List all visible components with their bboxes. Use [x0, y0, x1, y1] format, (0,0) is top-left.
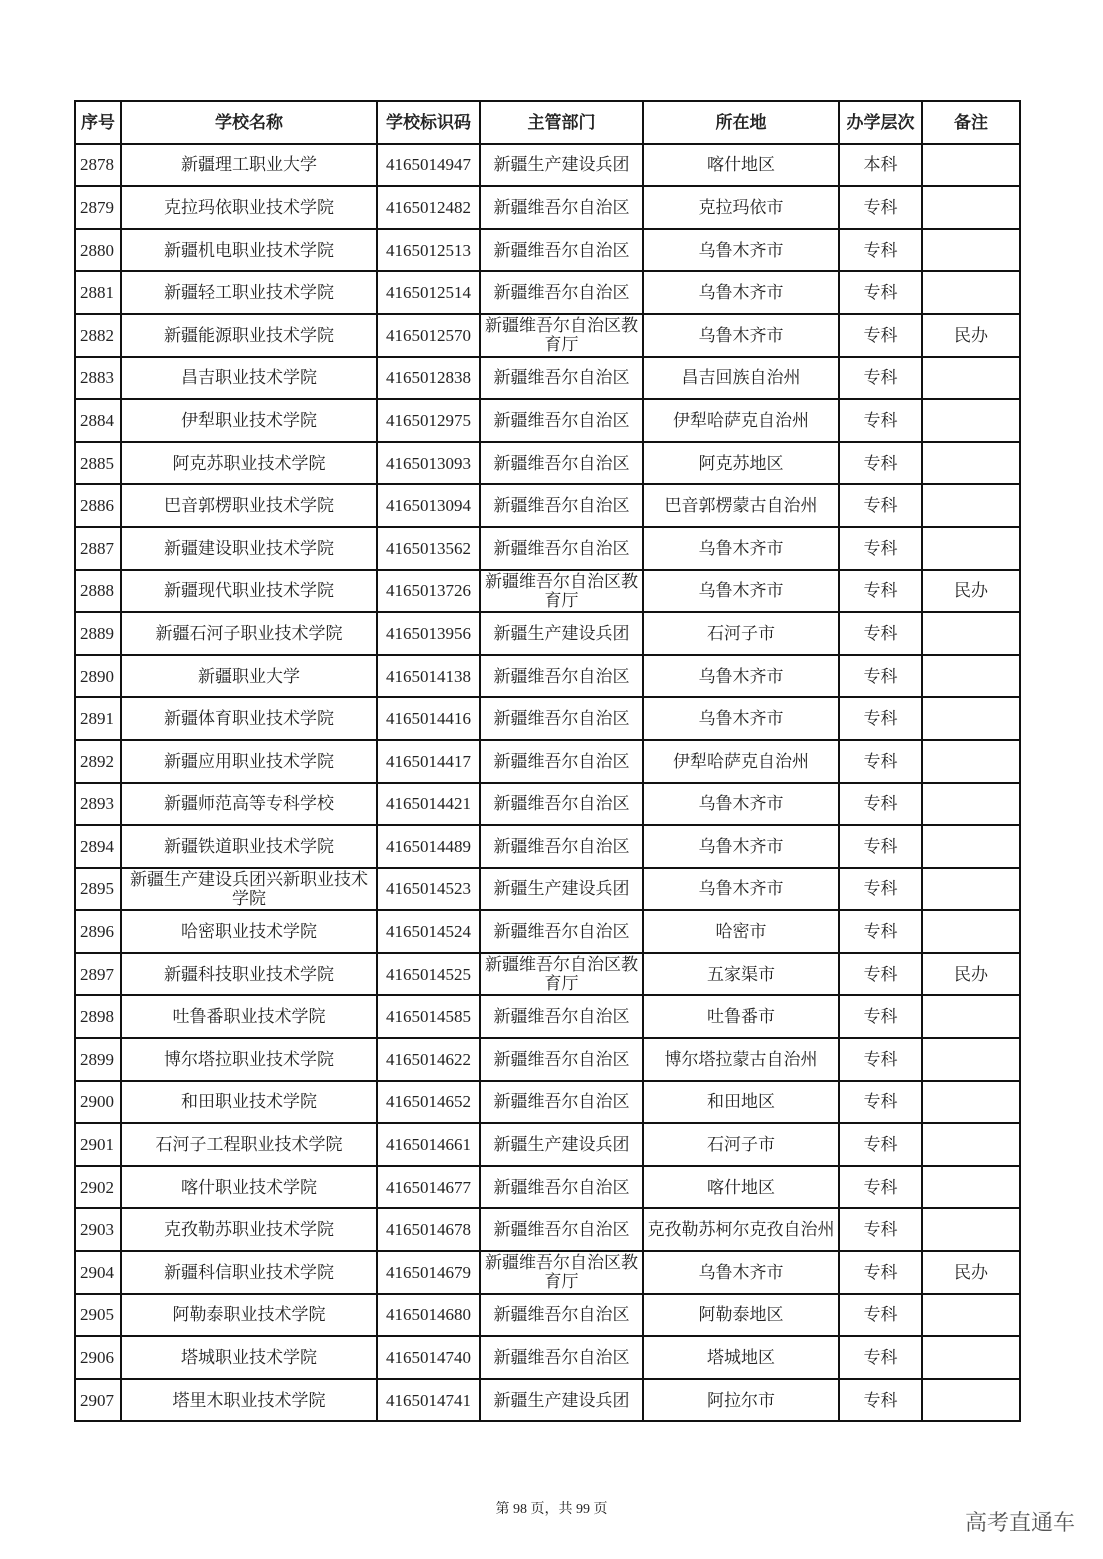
- cell-location: 博尔塔拉蒙古自治州: [643, 1038, 839, 1081]
- table-row: [75, 1038, 1020, 1081]
- cell-school-code: 4165013956: [377, 612, 480, 655]
- cell-index: 2882: [75, 314, 121, 357]
- cell-location: 乌鲁木齐市: [643, 314, 839, 357]
- cell-location: 喀什地区: [643, 1166, 839, 1209]
- cell-note: [922, 527, 1020, 570]
- cell-level: 专科: [839, 825, 922, 868]
- table-header: [75, 101, 1020, 144]
- cell-department: 新疆维吾尔自治区教育厅: [480, 570, 643, 613]
- cell-school-code: 4165014680: [377, 1294, 480, 1337]
- cell-level: 专科: [839, 612, 922, 655]
- table-row: [75, 527, 1020, 570]
- page-footer: 第 98 页，共 99 页: [495, 1502, 608, 1517]
- cell-school-code: 4165012570: [377, 314, 480, 357]
- cell-note: [922, 1294, 1020, 1337]
- cell-note: [922, 697, 1020, 740]
- cell-index: 2902: [75, 1166, 121, 1209]
- cell-school-code: 4165014421: [377, 783, 480, 826]
- cell-level: 专科: [839, 229, 922, 272]
- cell-department: 新疆维吾尔自治区: [480, 1038, 643, 1081]
- cell-location: 五家渠市: [643, 953, 839, 996]
- cell-index: 2883: [75, 357, 121, 400]
- cell-level: 专科: [839, 186, 922, 229]
- table-row: [75, 783, 1020, 826]
- cell-school-code: 4165014489: [377, 825, 480, 868]
- cell-index: 2901: [75, 1123, 121, 1166]
- cell-school-code: 4165013093: [377, 442, 480, 485]
- cell-school-name: 阿勒泰职业技术学院: [121, 1294, 377, 1337]
- cell-level: 专科: [839, 995, 922, 1038]
- cell-location: 昌吉回族自治州: [643, 357, 839, 400]
- cell-department: 新疆维吾尔自治区: [480, 186, 643, 229]
- cell-index: 2884: [75, 399, 121, 442]
- cell-index: 2879: [75, 186, 121, 229]
- cell-index: 2891: [75, 697, 121, 740]
- cell-school-name: 新疆科技职业技术学院: [121, 953, 377, 996]
- table-row: [75, 570, 1020, 613]
- table-row: [75, 399, 1020, 442]
- cell-department: 新疆维吾尔自治区: [480, 1294, 643, 1337]
- cell-location: 哈密市: [643, 910, 839, 953]
- cell-department: 新疆维吾尔自治区: [480, 484, 643, 527]
- cell-note: [922, 825, 1020, 868]
- cell-index: 2885: [75, 442, 121, 485]
- cell-level: 专科: [839, 442, 922, 485]
- cell-location: 克拉玛依市: [643, 186, 839, 229]
- cell-school-name: 石河子工程职业技术学院: [121, 1123, 377, 1166]
- table-row: [75, 1379, 1020, 1422]
- cell-index: 2907: [75, 1379, 121, 1422]
- cell-school-name: 新疆师范高等专科学校: [121, 783, 377, 826]
- cell-school-name: 吐鲁番职业技术学院: [121, 995, 377, 1038]
- cell-level: 专科: [839, 271, 922, 314]
- cell-location: 乌鲁木齐市: [643, 655, 839, 698]
- header-note: 备注: [922, 101, 1020, 144]
- cell-index: 2900: [75, 1081, 121, 1124]
- cell-department: 新疆维吾尔自治区: [480, 1081, 643, 1124]
- header-location: 所在地: [643, 101, 839, 144]
- cell-level: 专科: [839, 953, 922, 996]
- cell-location: 塔城地区: [643, 1336, 839, 1379]
- cell-school-name: 克孜勒苏职业技术学院: [121, 1208, 377, 1251]
- cell-location: 乌鲁木齐市: [643, 229, 839, 272]
- cell-location: 乌鲁木齐市: [643, 570, 839, 613]
- cell-department: 新疆维吾尔自治区教育厅: [480, 953, 643, 996]
- cell-note: [922, 1038, 1020, 1081]
- school-table: [74, 100, 1021, 1422]
- cell-level: 专科: [839, 1038, 922, 1081]
- cell-school-code: 4165014740: [377, 1336, 480, 1379]
- header-index: 序号: [75, 101, 121, 144]
- cell-school-code: 4165014525: [377, 953, 480, 996]
- cell-note: [922, 1208, 1020, 1251]
- table-row: [75, 995, 1020, 1038]
- cell-location: 乌鲁木齐市: [643, 825, 839, 868]
- cell-school-code: 4165014741: [377, 1379, 480, 1422]
- table-row: [75, 825, 1020, 868]
- cell-note: [922, 740, 1020, 783]
- cell-school-name: 和田职业技术学院: [121, 1081, 377, 1124]
- cell-level: 专科: [839, 655, 922, 698]
- cell-note: [922, 229, 1020, 272]
- cell-school-name: 伊犁职业技术学院: [121, 399, 377, 442]
- cell-level: 专科: [839, 1123, 922, 1166]
- cell-level: 专科: [839, 1166, 922, 1209]
- cell-index: 2893: [75, 783, 121, 826]
- cell-location: 乌鲁木齐市: [643, 697, 839, 740]
- table-row: [75, 1251, 1020, 1294]
- cell-index: 2906: [75, 1336, 121, 1379]
- cell-level: 专科: [839, 527, 922, 570]
- cell-department: 新疆生产建设兵团: [480, 1379, 643, 1422]
- cell-level: 专科: [839, 399, 922, 442]
- cell-school-code: 4165014524: [377, 910, 480, 953]
- cell-note: 民办: [922, 314, 1020, 357]
- cell-department: 新疆维吾尔自治区: [480, 399, 643, 442]
- cell-school-name: 新疆能源职业技术学院: [121, 314, 377, 357]
- cell-index: 2903: [75, 1208, 121, 1251]
- cell-department: 新疆维吾尔自治区: [480, 442, 643, 485]
- cell-school-code: 4165014138: [377, 655, 480, 698]
- cell-index: 2892: [75, 740, 121, 783]
- cell-school-name: 巴音郭楞职业技术学院: [121, 484, 377, 527]
- cell-index: 2881: [75, 271, 121, 314]
- cell-school-name: 新疆职业大学: [121, 655, 377, 698]
- cell-index: 2880: [75, 229, 121, 272]
- cell-school-code: 4165014585: [377, 995, 480, 1038]
- table-row: [75, 271, 1020, 314]
- cell-note: [922, 484, 1020, 527]
- cell-level: 专科: [839, 1081, 922, 1124]
- cell-school-code: 4165012482: [377, 186, 480, 229]
- cell-location: 石河子市: [643, 1123, 839, 1166]
- cell-location: 巴音郭楞蒙古自治州: [643, 484, 839, 527]
- cell-location: 乌鲁木齐市: [643, 1251, 839, 1294]
- cell-index: 2886: [75, 484, 121, 527]
- cell-index: 2895: [75, 868, 121, 911]
- cell-school-code: 4165012838: [377, 357, 480, 400]
- cell-location: 乌鲁木齐市: [643, 783, 839, 826]
- cell-school-code: 4165014652: [377, 1081, 480, 1124]
- table-row: [75, 868, 1020, 911]
- cell-location: 乌鲁木齐市: [643, 868, 839, 911]
- cell-index: 2898: [75, 995, 121, 1038]
- cell-school-code: 4165014677: [377, 1166, 480, 1209]
- cell-location: 吐鲁番市: [643, 995, 839, 1038]
- cell-department: 新疆生产建设兵团: [480, 612, 643, 655]
- cell-department: 新疆生产建设兵团: [480, 144, 643, 187]
- cell-index: 2894: [75, 825, 121, 868]
- cell-note: [922, 1166, 1020, 1209]
- cell-school-code: 4165014622: [377, 1038, 480, 1081]
- cell-department: 新疆维吾尔自治区: [480, 910, 643, 953]
- cell-school-code: 4165012514: [377, 271, 480, 314]
- cell-note: [922, 655, 1020, 698]
- cell-department: 新疆维吾尔自治区: [480, 271, 643, 314]
- cell-index: 2887: [75, 527, 121, 570]
- cell-school-name: 新疆应用职业技术学院: [121, 740, 377, 783]
- cell-level: 本科: [839, 144, 922, 187]
- cell-level: 专科: [839, 1294, 922, 1337]
- table-row: [75, 1208, 1020, 1251]
- cell-note: [922, 612, 1020, 655]
- cell-index: 2899: [75, 1038, 121, 1081]
- cell-school-code: 4165014523: [377, 868, 480, 911]
- cell-school-name: 新疆生产建设兵团兴新职业技术学院: [121, 868, 377, 911]
- cell-school-code: 4165013562: [377, 527, 480, 570]
- cell-school-name: 新疆建设职业技术学院: [121, 527, 377, 570]
- cell-level: 专科: [839, 783, 922, 826]
- table-row: [75, 314, 1020, 357]
- cell-school-code: 4165014947: [377, 144, 480, 187]
- cell-note: [922, 357, 1020, 400]
- table-row: [75, 442, 1020, 485]
- cell-index: 2905: [75, 1294, 121, 1337]
- cell-school-name: 阿克苏职业技术学院: [121, 442, 377, 485]
- table-row: [75, 612, 1020, 655]
- cell-level: 专科: [839, 570, 922, 613]
- cell-location: 乌鲁木齐市: [643, 271, 839, 314]
- cell-school-name: 新疆轻工职业技术学院: [121, 271, 377, 314]
- cell-level: 专科: [839, 740, 922, 783]
- cell-note: [922, 144, 1020, 187]
- cell-school-code: 4165012975: [377, 399, 480, 442]
- cell-note: 民办: [922, 570, 1020, 613]
- cell-note: [922, 910, 1020, 953]
- cell-department: 新疆维吾尔自治区: [480, 1208, 643, 1251]
- table-row: [75, 655, 1020, 698]
- cell-level: 专科: [839, 484, 922, 527]
- cell-note: [922, 442, 1020, 485]
- table-row: [75, 1123, 1020, 1166]
- cell-department: 新疆维吾尔自治区: [480, 655, 643, 698]
- cell-level: 专科: [839, 1336, 922, 1379]
- cell-level: 专科: [839, 1251, 922, 1294]
- cell-location: 伊犁哈萨克自治州: [643, 740, 839, 783]
- cell-level: 专科: [839, 868, 922, 911]
- cell-school-name: 新疆机电职业技术学院: [121, 229, 377, 272]
- cell-location: 阿勒泰地区: [643, 1294, 839, 1337]
- cell-department: 新疆维吾尔自治区: [480, 825, 643, 868]
- cell-department: 新疆维吾尔自治区: [480, 229, 643, 272]
- cell-note: 民办: [922, 953, 1020, 996]
- cell-note: [922, 995, 1020, 1038]
- cell-note: [922, 271, 1020, 314]
- cell-location: 和田地区: [643, 1081, 839, 1124]
- header-level: 办学层次: [839, 101, 922, 144]
- cell-school-name: 昌吉职业技术学院: [121, 357, 377, 400]
- cell-level: 专科: [839, 697, 922, 740]
- cell-school-name: 新疆体育职业技术学院: [121, 697, 377, 740]
- cell-school-name: 新疆铁道职业技术学院: [121, 825, 377, 868]
- cell-location: 阿拉尔市: [643, 1379, 839, 1422]
- table-row: [75, 229, 1020, 272]
- cell-note: [922, 186, 1020, 229]
- table-row: [75, 484, 1020, 527]
- cell-school-code: 4165013726: [377, 570, 480, 613]
- cell-school-name: 哈密职业技术学院: [121, 910, 377, 953]
- cell-department: 新疆维吾尔自治区: [480, 1336, 643, 1379]
- cell-school-name: 塔城职业技术学院: [121, 1336, 377, 1379]
- cell-department: 新疆维吾尔自治区: [480, 783, 643, 826]
- table-row: [75, 953, 1020, 996]
- cell-school-name: 博尔塔拉职业技术学院: [121, 1038, 377, 1081]
- cell-index: 2890: [75, 655, 121, 698]
- cell-department: 新疆生产建设兵团: [480, 1123, 643, 1166]
- cell-note: 民办: [922, 1251, 1020, 1294]
- cell-department: 新疆维吾尔自治区: [480, 1166, 643, 1209]
- table-row: [75, 144, 1020, 187]
- cell-school-name: 塔里木职业技术学院: [121, 1379, 377, 1422]
- cell-note: [922, 1081, 1020, 1124]
- cell-note: [922, 868, 1020, 911]
- cell-location: 乌鲁木齐市: [643, 527, 839, 570]
- header-school-name: 学校名称: [121, 101, 377, 144]
- table-row: [75, 1166, 1020, 1209]
- cell-school-code: 4165014678: [377, 1208, 480, 1251]
- table-row: [75, 1081, 1020, 1124]
- cell-note: [922, 783, 1020, 826]
- header-department: 主管部门: [480, 101, 643, 144]
- cell-school-code: 4165014679: [377, 1251, 480, 1294]
- table-row: [75, 697, 1020, 740]
- cell-school-name: 新疆理工职业大学: [121, 144, 377, 187]
- cell-location: 阿克苏地区: [643, 442, 839, 485]
- cell-level: 专科: [839, 357, 922, 400]
- header-school-code: 学校标识码: [377, 101, 480, 144]
- cell-location: 伊犁哈萨克自治州: [643, 399, 839, 442]
- table-row: [75, 357, 1020, 400]
- cell-school-code: 4165014416: [377, 697, 480, 740]
- watermark: 高考直通车: [964, 1511, 1075, 1536]
- table-row: [75, 740, 1020, 783]
- cell-department: 新疆维吾尔自治区: [480, 740, 643, 783]
- cell-department: 新疆维吾尔自治区教育厅: [480, 1251, 643, 1294]
- cell-school-name: 克拉玛依职业技术学院: [121, 186, 377, 229]
- cell-location: 克孜勒苏柯尔克孜自治州: [643, 1208, 839, 1251]
- cell-department: 新疆维吾尔自治区: [480, 527, 643, 570]
- cell-index: 2878: [75, 144, 121, 187]
- cell-school-name: 新疆石河子职业技术学院: [121, 612, 377, 655]
- cell-level: 专科: [839, 1208, 922, 1251]
- cell-school-code: 4165012513: [377, 229, 480, 272]
- cell-level: 专科: [839, 910, 922, 953]
- table-row: [75, 186, 1020, 229]
- table-row: [75, 1294, 1020, 1337]
- cell-index: 2897: [75, 953, 121, 996]
- cell-department: 新疆维吾尔自治区: [480, 357, 643, 400]
- cell-note: [922, 1123, 1020, 1166]
- table-row: [75, 1336, 1020, 1379]
- cell-school-name: 喀什职业技术学院: [121, 1166, 377, 1209]
- cell-note: [922, 399, 1020, 442]
- cell-location: 石河子市: [643, 612, 839, 655]
- cell-index: 2904: [75, 1251, 121, 1294]
- cell-school-name: 新疆科信职业技术学院: [121, 1251, 377, 1294]
- cell-department: 新疆生产建设兵团: [480, 868, 643, 911]
- cell-department: 新疆维吾尔自治区教育厅: [480, 314, 643, 357]
- cell-note: [922, 1379, 1020, 1422]
- cell-school-code: 4165014417: [377, 740, 480, 783]
- cell-note: [922, 1336, 1020, 1379]
- cell-department: 新疆维吾尔自治区: [480, 697, 643, 740]
- cell-index: 2888: [75, 570, 121, 613]
- cell-index: 2889: [75, 612, 121, 655]
- table-row: [75, 910, 1020, 953]
- cell-school-name: 新疆现代职业技术学院: [121, 570, 377, 613]
- cell-department: 新疆维吾尔自治区: [480, 995, 643, 1038]
- cell-school-code: 4165014661: [377, 1123, 480, 1166]
- cell-location: 喀什地区: [643, 144, 839, 187]
- cell-level: 专科: [839, 314, 922, 357]
- cell-level: 专科: [839, 1379, 922, 1422]
- cell-index: 2896: [75, 910, 121, 953]
- cell-school-code: 4165013094: [377, 484, 480, 527]
